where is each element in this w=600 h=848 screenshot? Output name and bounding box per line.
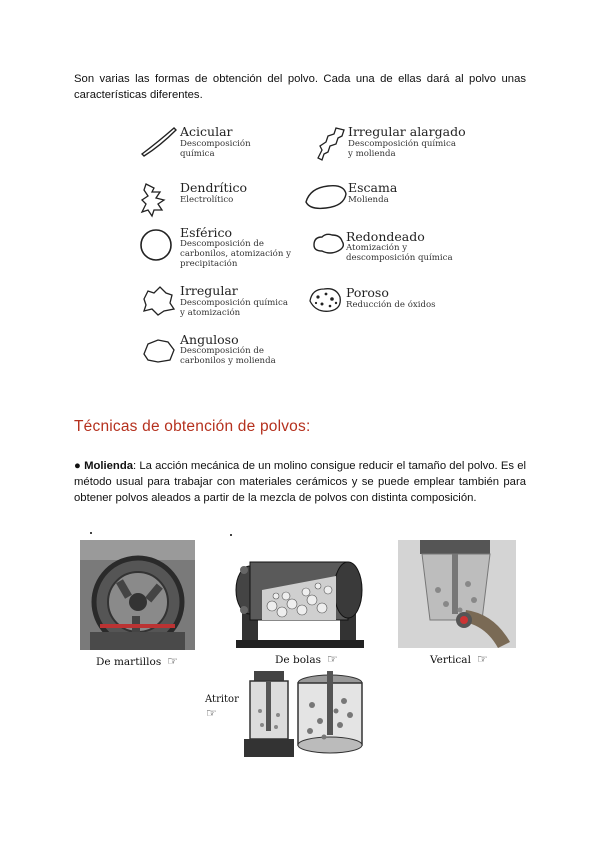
caption-hammer-mill <box>96 654 178 668</box>
bullet: ● <box>74 460 81 472</box>
shape-name: Irregular alargado <box>348 124 466 139</box>
speck <box>90 532 92 534</box>
irregular-elongated-shape-icon <box>312 124 352 164</box>
shape-desc: precipitación <box>180 259 238 269</box>
shape-acicular <box>138 124 318 168</box>
shape-desc: Descomposición de <box>180 346 264 356</box>
shape-name: Acicular <box>180 124 233 139</box>
shape-desc: Descomposición de <box>180 239 264 249</box>
spherical-shape-icon <box>138 225 178 265</box>
shape-desc: Reducción de óxidos <box>346 300 436 310</box>
shape-name: Escama <box>348 180 398 195</box>
pointing-hand-icon: ☞ <box>476 652 488 666</box>
shape-anguloso <box>138 332 328 376</box>
porous-shape-icon <box>306 283 346 317</box>
caption-text: De martillos <box>96 656 162 668</box>
shape-desc: Descomposición química <box>348 139 456 149</box>
section-heading: Técnicas de obtención de polvos: <box>74 418 311 435</box>
molienda-paragraph <box>74 458 526 506</box>
shape-name: Irregular <box>180 283 238 298</box>
hammer-mill-image <box>80 540 195 650</box>
shape-desc: y molienda <box>348 149 396 159</box>
ball-mill-drawing <box>228 540 368 650</box>
caption-text: De bolas <box>275 654 322 666</box>
molienda-label: Molienda <box>84 460 134 472</box>
shape-desc: Molienda <box>348 195 389 205</box>
acicular-shape-icon <box>138 124 182 164</box>
shape-irregular <box>138 283 328 327</box>
shape-dendritico <box>138 180 318 224</box>
shape-desc: química <box>180 149 215 159</box>
shape-name: Poroso <box>346 285 389 300</box>
shape-poroso <box>306 283 486 327</box>
attritor-mill-image <box>240 665 365 760</box>
shape-name: Redondeado <box>346 229 425 244</box>
shape-desc: Descomposición <box>180 139 251 149</box>
shape-desc: descomposición química <box>346 253 453 263</box>
caption-ball-mill <box>275 652 338 666</box>
irregular-shape-icon <box>138 283 178 317</box>
caption-attritor-hand <box>206 706 217 720</box>
shape-desc: carbonilos y molienda <box>180 356 276 366</box>
pointing-hand-icon: ☞ <box>167 654 178 668</box>
shape-irregular-alargado <box>312 124 492 168</box>
shape-esferico <box>138 225 328 275</box>
shape-desc: Descomposición química <box>180 298 288 308</box>
molienda-text: : La acción mecánica de un molino consigue reducir el tamaño del polvo. Es el método usual para trabajar con materiales cerámicos y se puede emplear también para obtener polvos aleados a partir de la mezcla de polvos con distinta composición. <box>74 460 527 504</box>
vertical-mill-image <box>398 540 516 648</box>
caption-vertical-mill <box>430 652 488 666</box>
pointing-hand-icon: ☞ <box>206 706 217 720</box>
shape-escama <box>302 180 482 224</box>
intro-paragraph: Son varias las formas de obtención del polvo. Cada una de ellas dará al polvo unas características diferentes. <box>74 73 526 101</box>
ball-mill-image <box>228 540 368 650</box>
shape-name: Anguloso <box>180 332 239 347</box>
shape-desc: y atomización <box>180 308 241 318</box>
rounded-shape-icon <box>310 229 350 259</box>
shape-desc: carbonilos, atomización y <box>180 249 291 259</box>
attritor-mill-drawing <box>240 665 365 760</box>
speck <box>230 534 232 536</box>
caption-attritor: Atritor <box>205 694 239 705</box>
shape-redondeado <box>310 229 490 273</box>
shape-name: Esférico <box>180 225 233 240</box>
dendritic-shape-icon <box>138 180 178 220</box>
pointing-hand-icon: ☞ <box>327 652 338 666</box>
caption-text: Vertical <box>430 654 471 666</box>
angular-shape-icon <box>138 332 178 366</box>
shape-desc: Electrolítico <box>180 195 234 205</box>
shape-name: Dendrítico <box>180 180 247 195</box>
hammer-mill-drawing <box>80 540 195 650</box>
flake-shape-icon <box>302 180 352 216</box>
vertical-mill-drawing <box>398 540 516 648</box>
shape-desc: Atomización y <box>346 243 408 253</box>
